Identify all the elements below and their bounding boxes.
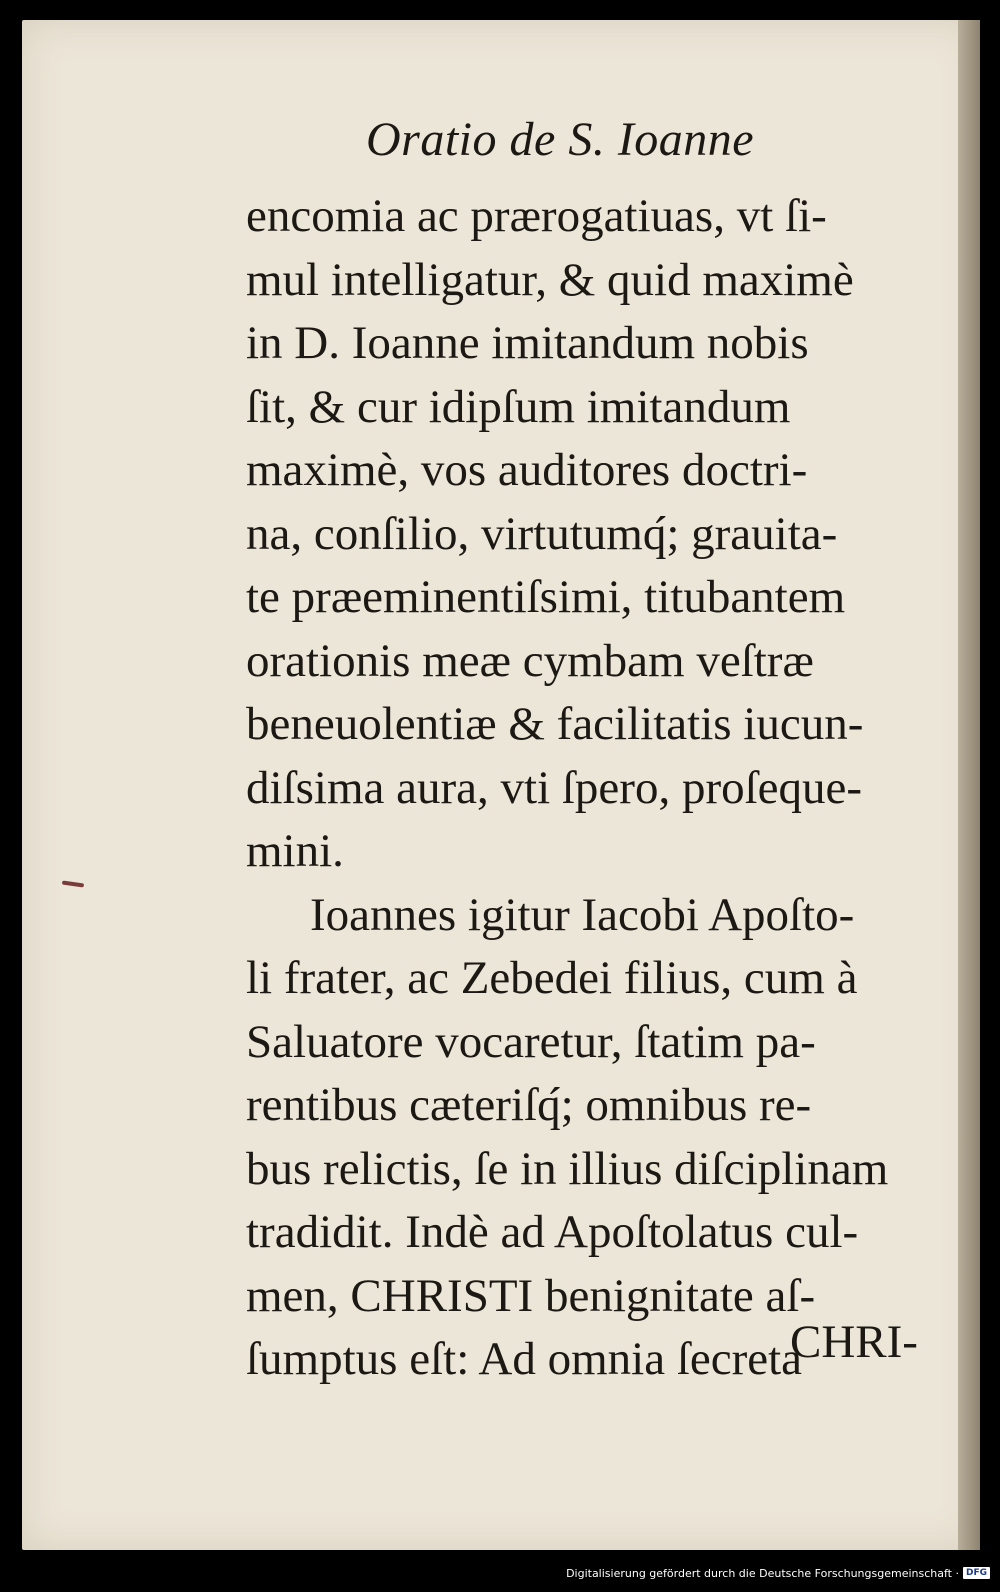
text-line: tradidit. Indè ad Apoſtolatus cul-	[246, 1206, 859, 1258]
page-gutter	[958, 20, 980, 1550]
text-line: li frater, ac Zebedei filius, cum à	[246, 952, 858, 1004]
footer-credit	[0, 1554, 1000, 1592]
footer-text: Digitalisierung gefördert durch die Deutsche Forschungsgemeinschaft ·	[566, 1566, 959, 1580]
text-line: Ioannes igitur Iacobi Apoſto-	[310, 888, 855, 941]
text-line: ſit, & cur idipſum imitandum	[246, 380, 791, 433]
text-line: ſumptus eſt: Ad omnia ſecreta	[246, 1333, 803, 1385]
text-line: encomia ac prærogatiuas, vt ſi-	[246, 190, 827, 242]
dfg-logo: DFG	[963, 1567, 990, 1579]
running-header: Oratio de S. Ioanne	[366, 113, 755, 166]
text-line: in D. Ioanne imitandum nobis	[246, 317, 809, 369]
text-block	[246, 185, 926, 1392]
text-line: men, CHRISTI benignitate aſ-	[246, 1269, 816, 1322]
text-line: Saluatore vocaretur, ſtatim pa-	[246, 1015, 816, 1068]
text-line: na, conſilio, virtutumq́; grauita-	[246, 507, 838, 560]
text-line: bus relictis, ſe in illius diſciplinam	[246, 1142, 889, 1195]
text-line: rentibus cæteriſq́; omnibus re-	[246, 1079, 812, 1131]
text-line: mul intelligatur, & quid maximè	[246, 253, 854, 306]
text-line: te præeminentiſsimi, titubantem	[246, 571, 846, 623]
text-line: beneuolentiæ & facilitatis iucun-	[246, 698, 864, 750]
catchword: CHRI-	[790, 1316, 918, 1368]
text-line: maximè, vos auditores doctri-	[246, 444, 808, 496]
text-line: mini.	[246, 825, 344, 877]
text-line: orationis meæ cymbam veſtræ	[246, 634, 814, 687]
text-line: diſsima aura, vti ſpero, proſeque-	[246, 761, 863, 814]
